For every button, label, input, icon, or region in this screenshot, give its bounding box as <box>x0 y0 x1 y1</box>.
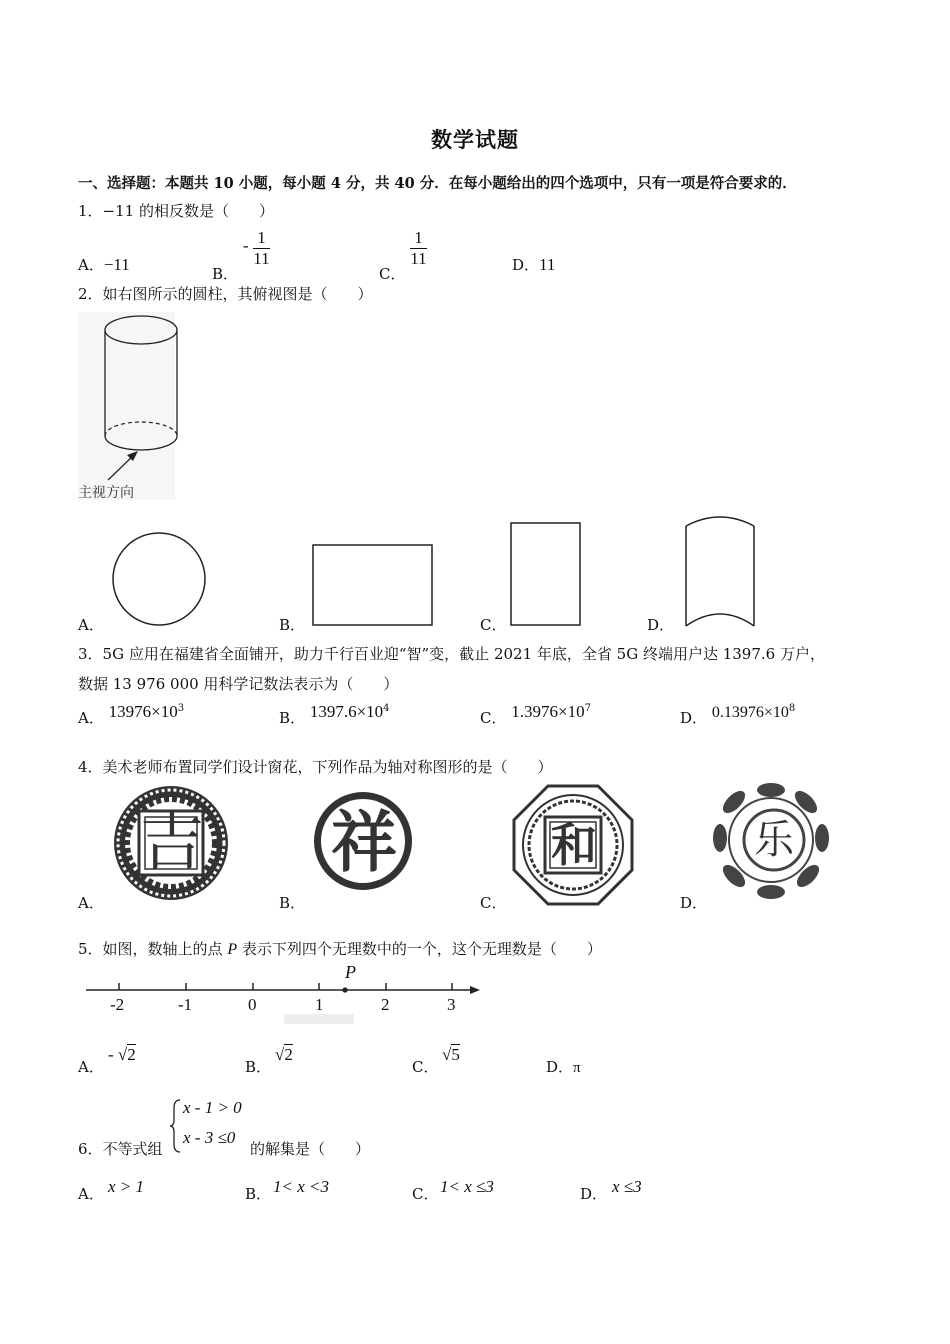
option-label: A． <box>78 256 104 274</box>
q6-option-b: 1< x <3 <box>273 1177 329 1196</box>
exponent: 8 <box>788 703 796 714</box>
times-ten: ×10 <box>151 702 178 721</box>
exponent: 7 <box>584 703 591 714</box>
option-label: B． <box>212 264 239 283</box>
q1-option-b <box>212 228 270 283</box>
q3-option-b <box>279 701 390 727</box>
option-label: D． <box>546 1058 574 1076</box>
view-direction-label: 主视方向 <box>78 485 134 501</box>
times-ten: ×10 <box>558 702 585 721</box>
point-variable: P <box>227 941 238 958</box>
q5-option-a-label: A． <box>78 1058 104 1076</box>
q4-option-b-label: B． <box>279 894 306 912</box>
q2-option-d-label: D． <box>647 616 675 634</box>
radicand: 2 <box>127 1045 136 1064</box>
q6-option-b-label: B． <box>245 1185 272 1203</box>
tick-label: 2 <box>381 995 390 1014</box>
option-label: B． <box>279 709 306 727</box>
question-6-stem-prefix: 6．不等式组 <box>78 1140 163 1158</box>
radicand: 5 <box>451 1045 460 1064</box>
q5-option-b: √2 <box>275 1045 293 1064</box>
point-p-label: P <box>345 962 356 982</box>
option-label: C． <box>480 709 507 727</box>
option-d-character: 乐 <box>754 817 794 863</box>
option-c-character: 和 <box>551 818 597 872</box>
numerator: 1 <box>410 228 426 249</box>
minus-sign: - <box>108 1045 114 1064</box>
question-1-stem: 1．−11 的相反数是（ ） <box>78 202 274 220</box>
question-5-stem <box>78 938 602 959</box>
q4-option-d-label: D． <box>680 894 708 912</box>
option-b-rectangle-shape <box>310 542 436 628</box>
q5-option-c: √5 <box>442 1045 460 1064</box>
system-line-1: x - 1 > 0 <box>183 1098 242 1117</box>
exponent: 4 <box>383 703 390 714</box>
tick-label: 3 <box>447 995 456 1014</box>
times-ten: ×10 <box>763 704 789 721</box>
option-value: π <box>573 1060 581 1076</box>
tick-label: -2 <box>110 995 125 1014</box>
q6-option-a: x > 1 <box>108 1177 145 1196</box>
radicand: 2 <box>284 1045 293 1064</box>
number-line-figure <box>84 962 484 1024</box>
tick-label: 1 <box>315 995 324 1014</box>
option-value: −11 <box>103 255 130 274</box>
option-label: A． <box>78 709 104 727</box>
question-3-stem-line1: 3．5G 应用在福建省全面铺开，助力千行百业迎“智”变，截止 2021 年底，全省 5G 终端用户达 1397.6 万户， <box>78 645 825 663</box>
q4-option-c-label: C． <box>480 894 507 912</box>
q3-option-a <box>78 701 185 727</box>
q6-option-c: 1< x ≤3 <box>440 1177 494 1196</box>
fraction <box>410 228 426 269</box>
tick-label: 0 <box>248 995 257 1014</box>
option-value: 11 <box>539 255 556 274</box>
system-brace-icon <box>170 1098 182 1154</box>
q4-option-a-label: A． <box>78 894 104 912</box>
mantissa: 13976 <box>108 702 152 721</box>
minus-sign: - <box>242 235 249 255</box>
question-4-stem: 4．美术老师布置同学们设计窗花，下列作品为轴对称图形的是（ ） <box>78 758 553 776</box>
mantissa: 1397.6 <box>309 702 357 721</box>
option-label: D． <box>512 256 540 274</box>
option-a-circle-shape <box>110 532 210 628</box>
q1-option-c <box>379 228 427 283</box>
exponent: 3 <box>177 703 185 714</box>
denominator: 11 <box>410 249 427 268</box>
q6-option-d-label: D． <box>580 1185 608 1203</box>
cylinder-figure <box>78 312 178 502</box>
option-label: C． <box>379 264 406 283</box>
question-6-stem-suffix: 的解集是（ ） <box>250 1140 371 1158</box>
option-a-character: 吉 <box>140 806 204 880</box>
q6-option-a-label: A． <box>78 1185 104 1203</box>
mantissa: 1.3976 <box>511 702 559 721</box>
stem-text: 5．如图，数轴上的点 <box>78 940 228 958</box>
option-b-character: 祥 <box>331 803 397 881</box>
option-d-cylinder-side-shape <box>683 510 759 628</box>
page-title: 数学试题 <box>431 127 519 152</box>
question-3-stem-line2: 数据 13 976 000 用科学记数法表示为（ ） <box>78 675 399 693</box>
point-p-marker <box>342 987 347 992</box>
q2-option-b-label: B． <box>279 616 306 634</box>
denominator: 11 <box>253 249 270 268</box>
tick-label: -1 <box>178 995 193 1014</box>
option-label: D． <box>680 709 708 727</box>
system-line-2: x - 3 ≤0 <box>183 1128 236 1147</box>
fraction <box>253 228 269 269</box>
q1-option-d <box>512 254 555 275</box>
q5-option-c-label: C． <box>412 1058 439 1076</box>
q5-option-d <box>546 1056 581 1077</box>
question-2-stem: 2．如右图所示的圆柱，其俯视图是（ ） <box>78 285 373 303</box>
q5-option-b-label: B． <box>245 1058 272 1076</box>
numerator: 1 <box>253 228 269 249</box>
q6-option-c-label: C． <box>412 1185 439 1203</box>
q5-option-a: - √2 <box>108 1045 136 1064</box>
section-heading: 一、选择题：本题共 10 小题，每小题 4 分，共 40 分．在每小题给出的四个选项中，只有一项是符合要求的． <box>78 175 797 192</box>
option-c-tall-rectangle-shape <box>508 520 584 628</box>
stem-text: 表示下列四个无理数中的一个，这个无理数是（ ） <box>237 940 602 958</box>
q6-option-d: x ≤3 <box>612 1177 642 1196</box>
q2-option-c-label: C． <box>480 616 507 634</box>
times-ten: ×10 <box>356 702 384 721</box>
mantissa: 0.13976 <box>711 704 764 721</box>
q1-option-a <box>78 254 130 275</box>
q3-option-d <box>680 701 796 727</box>
q2-option-a-label: A． <box>78 616 104 634</box>
q3-option-c <box>480 701 591 727</box>
